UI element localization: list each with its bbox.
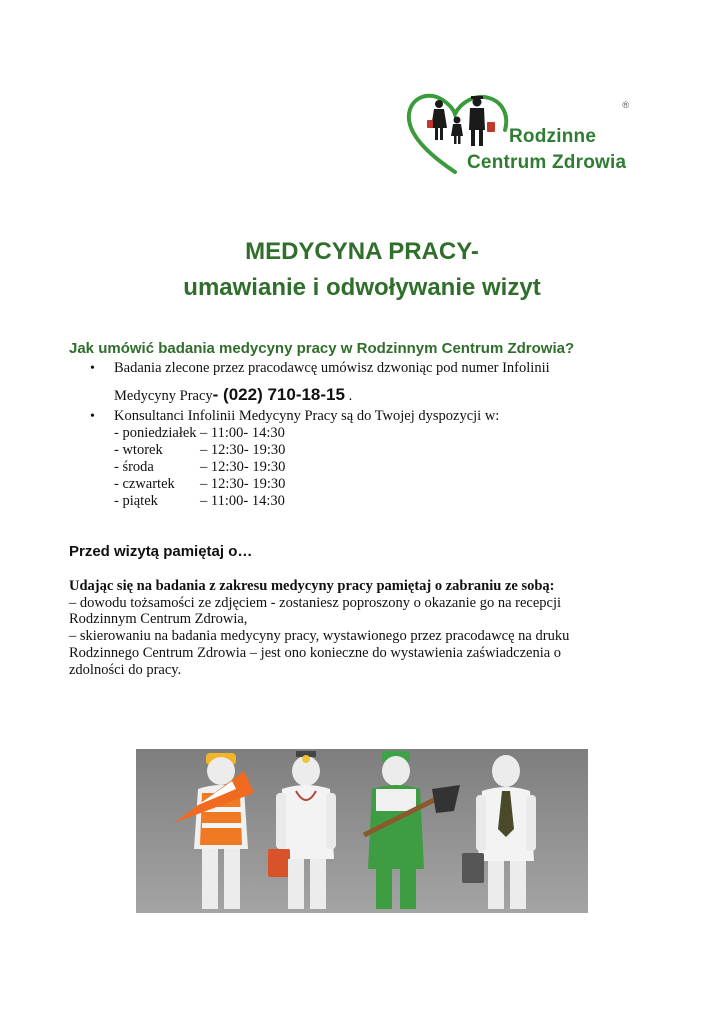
schedule-day: - wtorek <box>114 442 163 458</box>
page-title-line1: MEDYCYNA PRACY- <box>245 238 479 265</box>
bullet1-phone-line <box>114 385 352 406</box>
page-title-line2: umawianie i odwoływanie wizyt <box>183 274 541 301</box>
schedule-row <box>114 459 285 476</box>
schedule-row <box>114 493 285 510</box>
bullet-icon: • <box>90 361 95 376</box>
bullet1-prefix: Medycyny Pracy <box>114 388 213 404</box>
schedule-day: - piątek <box>114 493 158 509</box>
logo-text-line1: Rodzinne <box>509 126 597 147</box>
schedule-day: - poniedziałek <box>114 425 197 441</box>
before-visit-paragraph <box>69 578 589 678</box>
logo-text-line2: Centrum Zdrowia <box>467 152 627 173</box>
schedule-hours: – 11:00- 14:30 <box>200 425 285 441</box>
before-visit-heading: Przed wizytą pamiętaj o… <box>69 543 253 560</box>
paragraph-lead: Udając się na badania z zakresu medycyny pracy pamiętaj o zabraniu ze sobą: <box>69 578 555 594</box>
section-question-heading: Jak umówić badania medycyny pracy w Rodzinnym Centrum Zdrowia? <box>69 340 575 357</box>
phone-number: - (022) 710-18-15 <box>212 385 345 404</box>
schedule-hours: – 12:30- 19:30 <box>200 459 286 475</box>
paragraph-line: – skierowaniu na badania medycyny pracy, wystawionego przez pracodawcę na druku <box>69 628 570 645</box>
schedule-hours: – 11:00- 14:30 <box>200 493 285 509</box>
company-logo <box>405 90 637 186</box>
bullet1-line1: Badania zlecone przez pracodawcę umówisz dzwoniąc pod numer Infolinii <box>114 360 550 376</box>
schedule-row <box>114 425 285 442</box>
paragraph-line: zdolności do pracy. <box>69 661 182 678</box>
workers-illustration <box>136 749 588 913</box>
schedule-day: - czwartek <box>114 476 175 492</box>
schedule-hours: – 12:30- 19:30 <box>200 442 286 458</box>
bullet1-text <box>114 359 550 378</box>
schedule-day: - środa <box>114 459 154 475</box>
schedule-row <box>114 476 285 493</box>
schedule-hours: – 12:30- 19:30 <box>200 476 286 492</box>
bullet-icon: • <box>90 409 95 424</box>
registered-mark: ® <box>622 100 629 110</box>
bullet1-suffix: . <box>344 388 353 404</box>
paragraph-line: Rodzinnym Centrum Zdrowia, <box>69 611 248 628</box>
paragraph-line: – dowodu tożsamości ze zdjęciem - zostaniesz poproszony o okazanie go na recepcji <box>69 594 562 611</box>
bullet2-line1: Konsultanci Infolinii Medycyny Pracy są do Twojej dyspozycji w: <box>114 408 500 424</box>
schedule-row <box>114 442 285 459</box>
paragraph-line: Rodzinnego Centrum Zdrowia – jest ono konieczne do wystawienia zaświadczenia o <box>69 644 562 661</box>
